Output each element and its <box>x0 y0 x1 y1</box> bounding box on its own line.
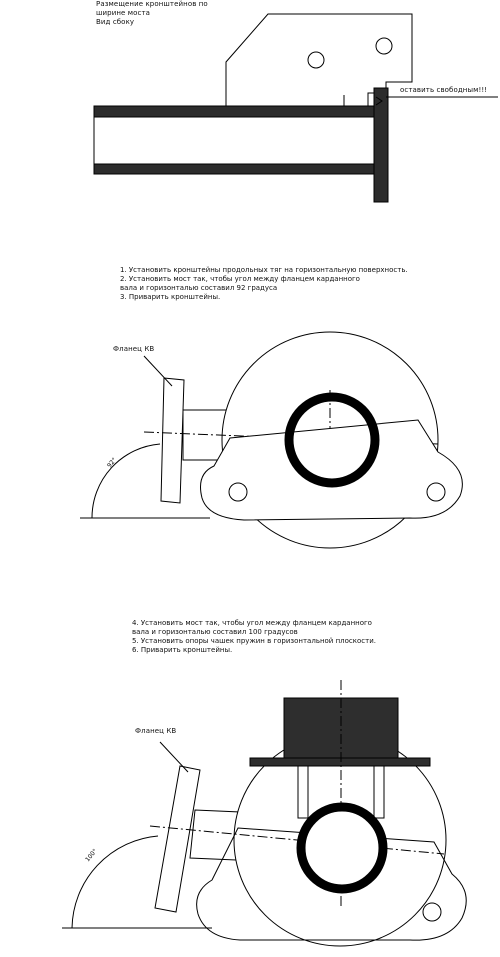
strut-right <box>374 766 384 818</box>
step-2-line-1: 4. Установить мост так, чтобы угол между фланцем карданного <box>132 619 372 627</box>
bracket-hole-1 <box>308 52 324 68</box>
diagram-1 <box>80 332 462 548</box>
angle-label-2: 100° <box>84 847 99 864</box>
flange-leader <box>144 356 172 386</box>
flange-leader <box>160 742 188 772</box>
angle-label-1: 92° <box>106 456 119 470</box>
step-2-line-3: 5. Установить опоры чашек пружин в горизонтальной плоскости. <box>132 637 376 645</box>
side-view-title-1: Размещение кронштейнов по <box>96 0 208 8</box>
flange-plate <box>155 766 200 912</box>
tube-ring <box>301 807 383 889</box>
diagram-2 <box>62 680 466 946</box>
tube-bottom-wall <box>94 164 374 174</box>
side-view-title-2: ширине моста <box>96 9 151 17</box>
angle-arc <box>72 836 158 928</box>
side-view-drawing <box>94 14 498 202</box>
flange-label-2: Фланец КВ <box>135 727 177 735</box>
spring-seat-plate <box>250 758 430 766</box>
bracket-hole-right <box>423 903 441 921</box>
flange-label-1: Фланец КВ <box>113 345 155 353</box>
strut-left <box>298 766 308 818</box>
step-1-line-2: 2. Установить мост так, чтобы угол между фланцем карданного <box>120 275 360 283</box>
side-view-note: оставить свободным!!! <box>400 86 488 94</box>
tube-top-wall <box>94 106 374 117</box>
flange-plate <box>161 378 184 503</box>
bracket-hole-2 <box>376 38 392 54</box>
step-2-line-2: вала и горизонталью составил 100 градусов <box>132 628 298 636</box>
step-1-line-1: 1. Установить кронштейны продольных тяг на горизонтальную поверхность. <box>120 266 408 274</box>
side-view-title-3: Вид сбоку <box>96 18 135 26</box>
step-1-line-3: вала и горизонталью составил 92 градуса <box>120 284 278 292</box>
step-1-line-4: 3. Приварить кронштейны. <box>120 293 221 301</box>
angle-arc <box>92 444 160 518</box>
step-2-line-4: 6. Приварить кронштейны. <box>132 646 233 654</box>
shaft <box>190 810 240 860</box>
